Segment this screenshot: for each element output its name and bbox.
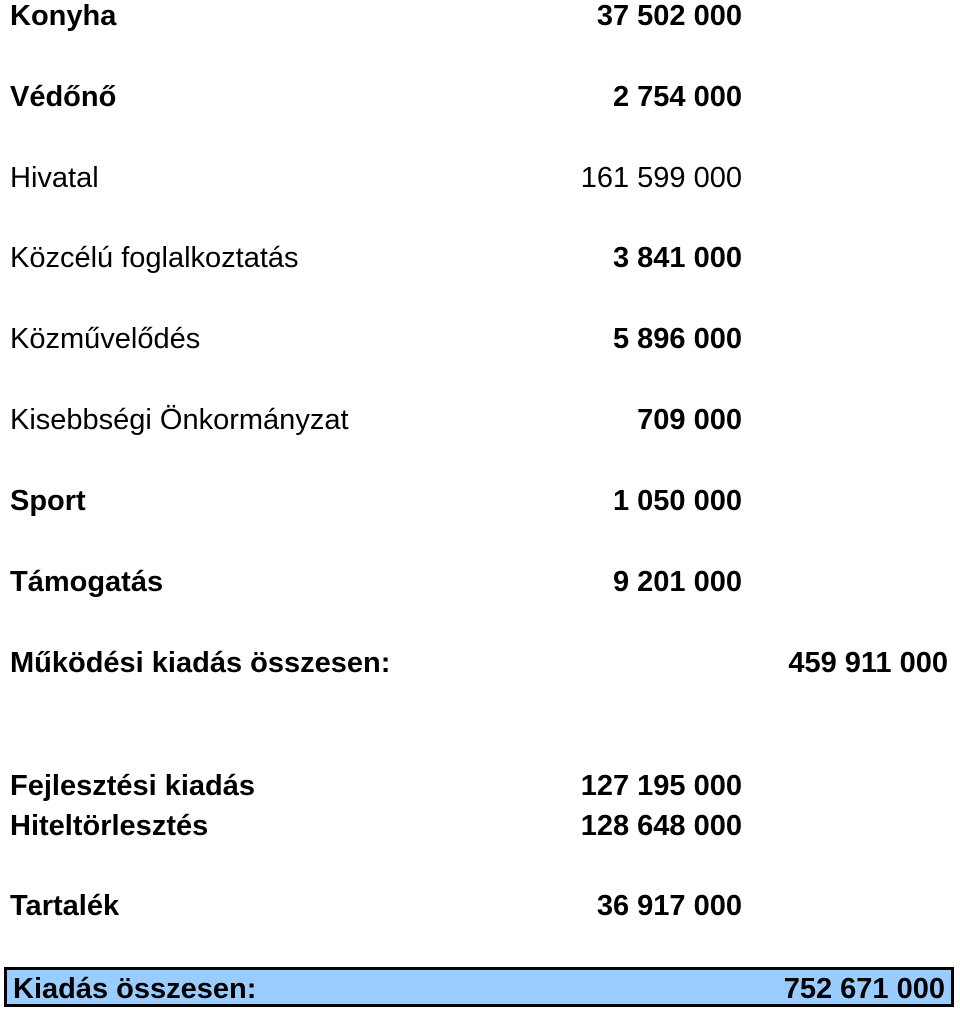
row-konyha [0, 0, 960, 34]
development-label: Fejlesztési kiadás [10, 770, 256, 802]
reserve-amount: 36 917 000 [596, 890, 742, 922]
grand-total-amount: 752 671 000 [783, 973, 945, 1005]
operating-total-label: Működési kiadás összesen: [10, 647, 391, 679]
row-hivatal [0, 160, 960, 196]
row-vedono [0, 79, 960, 115]
row-label: Közművelődés [10, 323, 201, 355]
row-tamogatas [0, 564, 960, 600]
grand-total-box [4, 967, 954, 1007]
row-label: Sport [10, 485, 86, 517]
row-label: Konyha [10, 0, 117, 32]
row-amount: 2 754 000 [612, 81, 742, 113]
row-amount: 1 050 000 [612, 485, 742, 517]
loan-repayment-label: Hiteltörlesztés [10, 810, 209, 842]
row-label: Védőnő [10, 81, 117, 113]
row-label: Hivatal [10, 162, 99, 194]
row-amount: 37 502 000 [596, 0, 742, 32]
row-kisebbsegi-onkormanyzat [0, 402, 960, 438]
operating-total-amount: 459 911 000 [788, 647, 948, 679]
row-loan-repayment [0, 808, 960, 844]
row-kozcelu-foglalkoztatas [0, 240, 960, 276]
row-kozmuvelodes [0, 321, 960, 357]
row-development [0, 768, 960, 804]
row-amount: 9 201 000 [612, 566, 742, 598]
row-amount: 709 000 [637, 404, 742, 436]
grand-total-label: Kiadás összesen: [13, 973, 257, 1005]
row-reserve [0, 888, 960, 924]
row-amount: 3 841 000 [612, 242, 742, 274]
reserve-label: Tartalék [10, 890, 120, 922]
row-label: Támogatás [10, 566, 164, 598]
loan-repayment-amount: 128 648 000 [580, 810, 742, 842]
row-amount: 161 599 000 [580, 162, 742, 194]
row-sport [0, 483, 960, 519]
row-label: Közcélú foglalkoztatás [10, 242, 299, 274]
development-amount: 127 195 000 [580, 770, 742, 802]
row-amount: 5 896 000 [612, 323, 742, 355]
row-label: Kisebbségi Önkormányzat [10, 404, 349, 436]
row-operating-total [0, 645, 960, 681]
